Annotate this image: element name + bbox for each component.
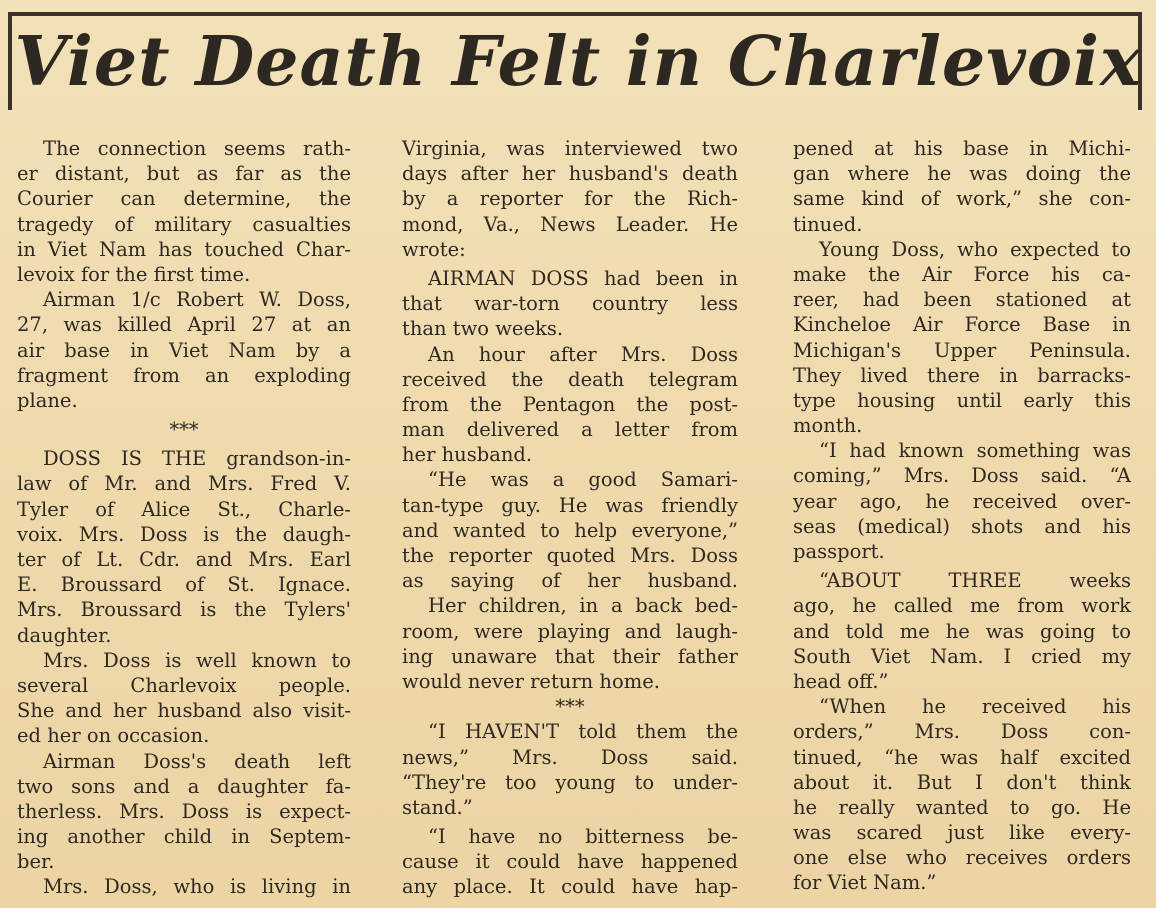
article-line: news,” Mrs. Doss said. (402, 745, 738, 769)
article-line: Mrs. Broussard is the Tylers' (17, 598, 351, 622)
article-line: They lived there in barracks- (793, 363, 1131, 387)
article-line: “I had known something was (819, 439, 1131, 463)
article-line: Tyler of Alice St., Charle- (17, 497, 351, 521)
article-line: tan-type guy. He was friendly (402, 493, 738, 517)
article-line: “He was a good Samari- (428, 468, 738, 492)
article-line: wrote: (402, 237, 466, 261)
article-line: man delivered a letter from (402, 418, 738, 442)
article-line: received the death telegram (402, 367, 738, 391)
article-line: voix. Mrs. Doss is the daugh- (17, 522, 351, 546)
article-line: Airman Doss's death left (43, 749, 351, 773)
article-line: was scared just like every- (793, 821, 1131, 845)
article-line: any place. It could have hap- (402, 875, 738, 899)
article-line: ing another child in Septem- (17, 825, 351, 849)
article-line: daughter. (17, 623, 112, 647)
article-line: about it. But I don't think (793, 770, 1131, 794)
article-line: than two weeks. (402, 317, 564, 341)
article-line: passport. (793, 540, 885, 563)
article-line: tinued. (793, 212, 863, 236)
article-line: the reporter quoted Mrs. Doss (402, 544, 738, 567)
article-line: *** (169, 418, 199, 442)
article-line: and wanted to help everyone,” (402, 518, 738, 542)
article-line: ber. (17, 850, 55, 874)
article-line: for Viet Nam.” (793, 871, 937, 895)
article-line: ing unaware that their father (402, 644, 738, 668)
article-line: Virginia, was interviewed two (402, 137, 738, 160)
article-line: *** (555, 695, 585, 719)
article-line: her husband. (402, 443, 533, 467)
article-line: Michigan's Upper Peninsula. (793, 338, 1131, 362)
article-line: therless. Mrs. Doss is expect- (17, 799, 351, 823)
article-line: ago, he called me from work (793, 594, 1131, 618)
article-line: would never return home. (402, 669, 660, 693)
article-column-1 (17, 136, 351, 900)
article-line: pened at his base in Michi- (793, 137, 1131, 160)
article-line: in Viet Nam has touched Char- (17, 237, 351, 261)
article-line: one else who receives orders (793, 846, 1131, 870)
headline: Viet Death Felt in Charlevoix (14, 22, 1142, 102)
article-column-3 (793, 136, 1131, 896)
article-line: er distant, but as far as the (17, 162, 351, 186)
article-line: head off.” (793, 669, 889, 693)
article-line: Kincheloe Air Force Base in (793, 313, 1131, 337)
article-line: air base in Viet Nam by a (17, 338, 351, 362)
article-line: The connection seems rath- (43, 137, 351, 160)
article-line: “ABOUT THREE weeks (819, 569, 1131, 593)
article-line: fragment from an exploding (17, 363, 351, 387)
article-line: Airman 1/c Robert W. Doss, (43, 288, 351, 312)
article-line: reer, had been stationed at (793, 288, 1131, 312)
article-line: Mrs. Doss, who is living in (43, 875, 351, 899)
article-column-2 (402, 136, 738, 900)
article-line: “I have no bitterness be- (428, 825, 738, 849)
article-line: make the Air Force his ca- (793, 262, 1131, 286)
article-line: stand.” (402, 795, 473, 819)
article-line: days after her husband's death (402, 162, 738, 186)
article-line: same kind of work,” she con- (793, 187, 1131, 211)
article-line: room, were playing and laugh- (402, 619, 738, 643)
article-line: law of Mr. and Mrs. Fred V. (17, 472, 351, 496)
article-line: two sons and a daughter fa- (17, 774, 351, 798)
article-line: Young Doss, who expected to (819, 237, 1131, 261)
article-line: levoix for the first time. (17, 262, 251, 286)
article-line: Courier can determine, the (17, 187, 351, 211)
article-line: gan where he was doing the (793, 162, 1131, 186)
article-line: by a reporter for the Rich- (402, 187, 738, 211)
article-line: “I HAVEN'T told them the (428, 720, 738, 744)
article-line: month. (793, 414, 863, 438)
article-line: coming,” Mrs. Doss said. “A (793, 464, 1131, 488)
article-line: mond, Va., News Leader. He (402, 212, 738, 236)
article-line: “When he received his (819, 695, 1131, 719)
article-line: She and her husband also visit- (17, 699, 351, 723)
article-line: E. Broussard of St. Ignace. (17, 573, 351, 597)
headline-rule-top (8, 12, 1142, 16)
article-line: DOSS IS THE grandson-in- (43, 447, 351, 471)
article-line: Her children, in a back bed- (428, 594, 738, 618)
article-line: South Viet Nam. I cried my (793, 644, 1131, 668)
article-line: “They're too young to under- (402, 770, 738, 794)
article-line: tragedy of military casualties (17, 212, 351, 236)
article-line: orders,” Mrs. Doss con- (793, 720, 1131, 744)
article-line: Mrs. Doss is well known to (43, 648, 351, 672)
article-line: AIRMAN DOSS had been in (428, 266, 738, 290)
article-line: year ago, he received over- (793, 489, 1131, 513)
article-line: several Charlevoix people. (17, 673, 351, 697)
article-line: from the Pentagon the post- (402, 392, 738, 416)
article-line: ed her on occasion. (17, 724, 210, 748)
article-line: 27, was killed April 27 at an (17, 313, 351, 337)
article-line: seas (medical) shots and his (793, 514, 1131, 538)
article-line: that war-torn country less (402, 292, 738, 316)
article-line: type housing until early this (793, 388, 1131, 412)
article-line: ter of Lt. Cdr. and Mrs. Earl (17, 548, 351, 571)
article-line: plane. (17, 388, 78, 412)
article-line: tinued, “he was half excited (793, 745, 1131, 769)
article-line: cause it could have happened (402, 850, 738, 874)
article-line: he really wanted to go. He (793, 795, 1131, 819)
article-line: An hour after Mrs. Doss (428, 342, 738, 366)
article-line: and told me he was going to (793, 619, 1131, 643)
article-line: as saying of her husband. (402, 569, 738, 593)
